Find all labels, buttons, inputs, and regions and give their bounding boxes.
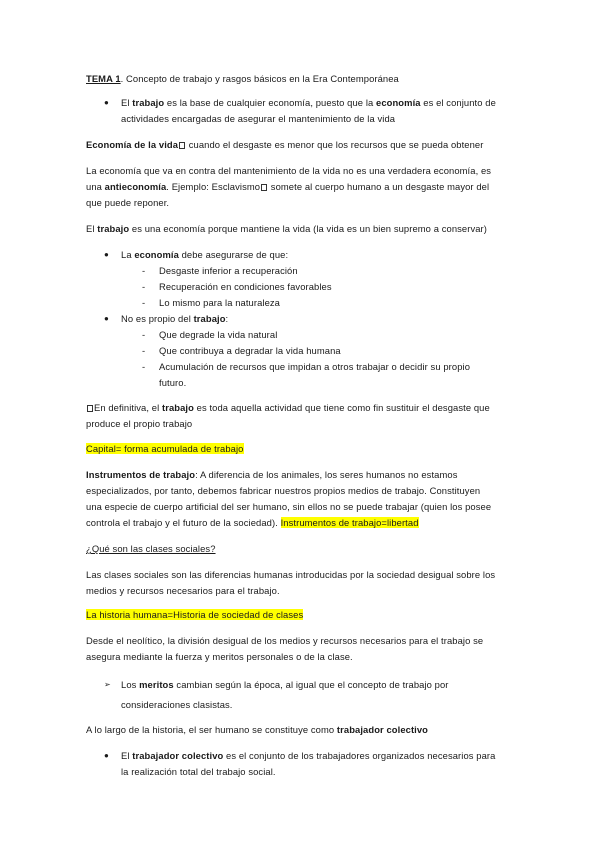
definitiva-line2: produce el propio trabajo — [86, 418, 193, 429]
text: El — [86, 223, 98, 234]
antieconomia-line3: que puede reponer. — [86, 197, 170, 208]
bullet-icon: ● — [104, 98, 109, 107]
bold-text: trabajo — [161, 402, 194, 413]
text: : — [225, 313, 229, 324]
colectivo-bullet-line1 — [121, 750, 495, 762]
highlighted-text: Instrumentos de trabajo=libertad — [280, 517, 419, 528]
bullet-icon: ● — [104, 314, 109, 323]
text: El — [121, 750, 133, 761]
page-title — [86, 73, 399, 85]
text: somete al cuerpo humano a un desgaste mayor del — [268, 181, 490, 192]
list-item: Que degrade la vida natural — [159, 329, 278, 340]
economia-list-heading — [121, 249, 288, 261]
bold-text: trabajador colectivo — [132, 750, 224, 761]
instrumentos-line2: especializados, por tanto, debemos fabricar nuestros propios medios de trabajo. Constituyen — [86, 485, 481, 496]
trabajo-list-heading — [121, 313, 228, 325]
bold-text: antieconomía — [104, 181, 167, 192]
list-item: Que contribuya a degradar la vida humana — [159, 345, 341, 356]
tema-label: TEMA 1 — [86, 73, 121, 84]
bold-text: trabajo — [132, 97, 165, 108]
clases-def-line1: Las clases sociales son las diferencias humanas introducidas por la sociedad desigual sobre los — [86, 569, 496, 580]
text: cambian según la época, al igual que el concepto de trabajo por — [173, 679, 449, 690]
bold-text: economía — [376, 97, 421, 108]
arrow-bullet-icon: ➢ — [104, 680, 111, 689]
text: es la base de cualquier economía, puesto que la — [164, 97, 377, 108]
text: es una economía porque mantiene la vida (la vida es un bien supremo a conservar) — [129, 223, 487, 234]
list-item: Desgaste inferior a recuperación — [159, 265, 298, 276]
text: . Ejemplo: Esclavismo — [166, 181, 261, 192]
instrumentos-line3: una especie de cuerpo artificial del ser humano, sin ellos no se puede trabajar (quien los posee — [86, 501, 492, 512]
clases-question: ¿Qué son las clases sociales? — [86, 543, 216, 554]
list-item-continuation: futuro. — [159, 377, 187, 388]
bold-text: trabajo — [193, 313, 226, 324]
trabajo-economia-paragraph — [86, 223, 487, 235]
title-text: . Concepto de trabajo y rasgos básicos en la Era Contemporánea — [120, 73, 399, 84]
historia-highlight — [86, 609, 303, 621]
list-item: Recuperación en condiciones favorables — [159, 281, 332, 292]
list-item: Acumulación de recursos que impidan a otros trabajar o decidir su propio — [159, 361, 471, 372]
colectivo-bullet-line2: la realización total del trabajo social. — [121, 766, 276, 777]
dash-marker: - — [142, 281, 146, 292]
dash-marker: - — [142, 329, 146, 340]
bold-text: Economía de la vida — [86, 139, 179, 150]
intro-bullet-line1 — [121, 97, 496, 109]
text: es el conjunto de los trabajadores organizados necesarios para — [223, 750, 496, 761]
dash-marker: - — [142, 297, 146, 308]
neolitico-line1: Desde el neolítico, la división desigual de los medios y recursos necesarios para el trabajo se — [86, 635, 484, 646]
definitiva-line1 — [86, 402, 490, 414]
bullet-icon: ● — [104, 250, 109, 259]
clases-def-line2: medios y recursos necesarios para el trabajo. — [86, 585, 280, 596]
instrumentos-line1 — [86, 469, 457, 481]
intro-bullet-line2: actividades encargadas de asegurar el mantenimiento de la vida — [121, 113, 396, 124]
text: es el conjunto de — [420, 97, 496, 108]
bullet-icon: ● — [104, 751, 109, 760]
text: Los — [121, 679, 140, 690]
bold-text: trabajador colectivo — [336, 724, 429, 735]
colectivo-paragraph — [86, 724, 428, 736]
text: debe asegurarse de que: — [178, 249, 289, 260]
dash-marker: - — [142, 345, 146, 356]
text: cuando el desgaste es menor que los recursos que se pueda obtener — [186, 139, 484, 150]
text: A lo largo de la historia, el ser humano se constituye como — [86, 724, 337, 735]
text: No es propio del — [121, 313, 194, 324]
capital-highlight — [86, 443, 244, 455]
antieconomia-line2 — [86, 181, 489, 193]
text: : A diferencia de los animales, los seres humanos no estamos — [195, 469, 458, 480]
text: es toda aquella actividad que tiene como fin sustituir el desgaste que — [193, 402, 490, 413]
bold-text: economía — [134, 249, 179, 260]
text: una — [86, 181, 105, 192]
dash-marker: - — [142, 265, 146, 276]
instrumentos-line4 — [86, 517, 419, 529]
text: La — [121, 249, 135, 260]
highlighted-text: La historia humana=Historia de sociedad de clases — [86, 609, 304, 620]
antieconomia-line1: La economía que va en contra del mantenimiento de la vida no es una verdadera economía, es — [86, 165, 492, 176]
economia-vida-paragraph — [86, 139, 483, 151]
arrow-glyph-icon — [261, 184, 267, 191]
bold-text: trabajo — [97, 223, 130, 234]
meritos-line2: consideraciones clasistas. — [121, 699, 233, 710]
bold-text: Instrumentos de trabajo — [86, 469, 196, 480]
neolitico-line2: asegura mediante la fuerza y meritos personales o de la clase. — [86, 651, 353, 662]
text: controla el trabajo y el futuro de la sociedad). — [86, 517, 281, 528]
arrow-glyph-icon — [87, 405, 93, 412]
text: En definitiva, el — [94, 402, 162, 413]
text: El — [121, 97, 133, 108]
list-item: Lo mismo para la naturaleza — [159, 297, 280, 308]
highlighted-text: Capital= forma acumulada de trabajo — [86, 443, 244, 454]
dash-marker: - — [142, 361, 146, 372]
arrow-glyph-icon — [179, 142, 185, 149]
bold-text: meritos — [139, 679, 174, 690]
meritos-line1 — [121, 679, 449, 691]
